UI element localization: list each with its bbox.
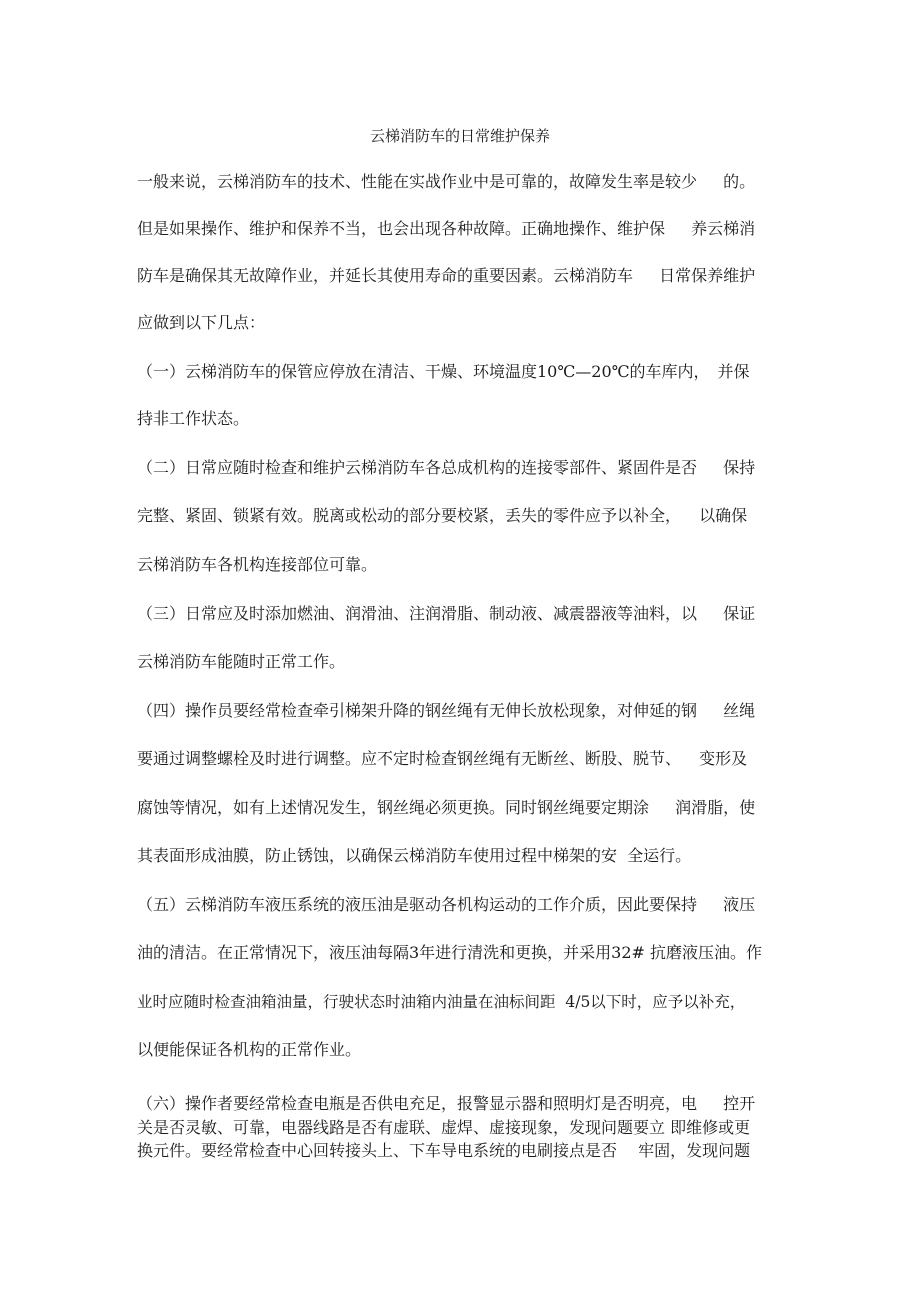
text-line: 一般来说，云梯消防车的技术、性能在实战作业中是可靠的，故障发生率是较少 的。 xyxy=(137,172,756,191)
text-line: （五）云梯消防车液压系统的液压油是驱动各机构运动的工作介质，因此要保持 液压 xyxy=(137,895,756,914)
text-line: 业时应随时检查油箱油量，行驶状态时油箱内油量在油标间距 4/5以下时，应予以补充， xyxy=(137,993,746,1011)
text-line: 油的清洁。在正常情况下，液压油每隔3年进行清洗和更换，并采用32# 抗磨液压油。作 xyxy=(137,943,763,962)
document-title: 云梯消防车的日常维护保养 xyxy=(369,127,550,145)
text-line: 云梯消防车能随时正常工作。 xyxy=(137,652,346,671)
text-line: （三）日常应及时添加燃油、润滑油、注润滑脂、制动液、减震器液等油料，以 保证 xyxy=(137,604,756,623)
text-line: 应做到以下几点： xyxy=(137,313,266,332)
text-line: 腐蚀等情况，如有上述情况发生，钢丝绳必须更换。同时钢丝绳要定期涂 润滑脂，使 xyxy=(137,798,756,817)
text-line: 完整、紧固、锁紧有效。脱离或松动的部分要校紧，丢失的零件应予以补全， 以确保 xyxy=(137,506,748,525)
text-line: 防车是确保其无故障作业，并延长其使用寿命的重要因素。云梯消防车 日常保养维护 xyxy=(137,266,756,285)
text-line: （二）日常应随时检查和维护云梯消防车各总成机构的连接零部件、紧固件是否 保持 xyxy=(137,458,756,477)
text-line: （四）操作员要经常检查牵引梯架升降的钢丝绳有无伸长放松现象，对伸延的钢 丝绳 xyxy=(137,701,756,720)
text-line: 关是否灵敏、可靠，电器线路是否有虚联、虚焊、虚接现象，发现问题要立 即维修或更 xyxy=(137,1118,751,1137)
text-line: 持非工作状态。 xyxy=(137,409,250,428)
text-line: （六）操作者要经常检查电瓶是否供电充足，报警显示器和照明灯是否明亮，电 控开 xyxy=(137,1094,756,1113)
text-line: 换元件。要经常检查中心回转接头上、下车导电系统的电刷接点是否 牢固，发现问题 xyxy=(137,1141,751,1160)
text-line: 以便能保证各机构的正常作业。 xyxy=(137,1040,362,1059)
text-line: 要通过调整螺栓及时进行调整。应不定时检查钢丝绳有无断丝、断股、脱节、 变形及 xyxy=(137,749,748,768)
text-line: 其表面形成油膜，防止锈蚀，以确保云梯消防车使用过程中梯架的安 全运行。 xyxy=(137,846,692,865)
text-line: （一）云梯消防车的保管应停放在清洁、干燥、环境温度10℃—20℃的车库内， 并保 xyxy=(137,362,750,381)
text-line: 但是如果操作、维护和保养不当，也会出现各种故障。正确地操作、维护保 养云梯消 xyxy=(137,219,756,238)
text-line: 云梯消防车各机构连接部位可靠。 xyxy=(137,555,378,574)
